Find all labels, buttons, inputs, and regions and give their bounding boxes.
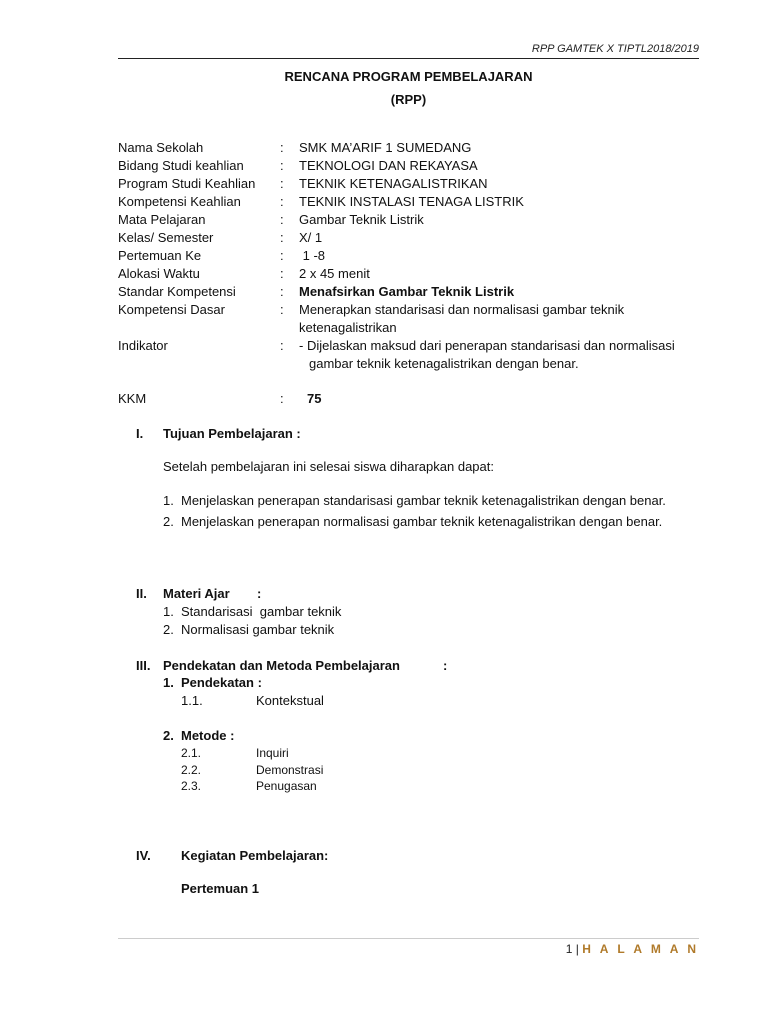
info-value: X/ 1 [299,230,323,245]
info-row [118,301,708,337]
list-number: 2. [163,514,174,529]
info-colon: : [280,230,284,245]
kkm-label: KKM [118,391,147,406]
footer-label: H A L A M A N [582,942,699,956]
info-value: SMK MA’ARIF 1 SUMEDANG [299,140,472,155]
list-item [163,490,699,511]
list-number: 1. [163,493,174,508]
subsection-item-text: Penugasan [256,779,317,793]
info-value-line: - Dijelaskan maksud dari penerapan standarisasi dan normalisasi [299,338,675,353]
section-number: II. [136,586,147,601]
info-colon: : [280,391,284,406]
info-label: Standar Kompetensi [118,284,236,299]
info-value: TEKNIK KETENAGALISTRIKAN [299,176,488,191]
subsection-item-text: Demonstrasi [256,763,324,777]
section-title: Tujuan Pembelajaran : [163,426,301,441]
info-row [118,283,708,301]
info-value: TEKNOLOGI DAN REKAYASA [299,158,478,173]
info-value-line: ketenagalistrikan [299,320,397,335]
section-title: Kegiatan Pembelajaran: [181,848,329,863]
info-label: Mata Pelajaran [118,212,206,227]
objectives-list [163,490,699,532]
section-title: Pendekatan dan Metoda Pembelajaran [163,658,400,673]
list-item [163,621,341,639]
list-text: Menjelaskan penerapan standarisasi gambar teknik ketenagalistrikan dengan benar. [181,493,666,508]
info-colon: : [280,194,284,209]
list-text: Normalisasi gambar teknik [181,622,335,637]
info-row [118,229,708,247]
list-text: Menjelaskan penerapan normalisasi gambar teknik ketenagalistrikan dengan benar. [181,514,663,529]
section-number: IV. [136,848,151,863]
info-value: 2 x 45 menit [299,266,370,281]
kkm-value: 75 [307,391,322,406]
list-text: Standarisasi gambar teknik [181,604,342,619]
info-row [118,193,708,211]
info-colon: : [280,248,284,263]
identity-table [118,139,708,408]
list-number: 1. [163,604,174,619]
subsection-number: 2. [163,728,174,743]
subsection-title: Pendekatan : [181,675,262,690]
info-value: TEKNIK INSTALASI TENAGA LISTRIK [299,194,524,209]
info-label: Program Studi Keahlian [118,176,256,191]
info-value: Gambar Teknik Listrik [299,212,424,227]
subsection-item-text: Inquiri [256,746,289,760]
page-number: 1 [565,942,573,956]
document-subtitle: (RPP) [390,92,427,107]
list-number: 2. [163,622,174,637]
info-row [118,157,708,175]
info-row [118,139,708,157]
info-row [118,337,708,373]
section-number: III. [136,658,151,673]
info-row [118,211,708,229]
section-colon: : [257,586,262,601]
info-colon: : [280,176,284,191]
subsection-title: Metode : [181,728,235,743]
page-footer [566,942,699,956]
document-title: RENCANA PROGRAM PEMBELAJARAN [284,69,533,84]
info-colon: : [280,284,284,299]
section-title: Materi Ajar [163,586,230,601]
materi-list [163,603,341,639]
info-label: Bidang Studi keahlian [118,158,244,173]
info-value: 1 -8 [299,248,326,263]
info-value [299,337,708,373]
info-label: Alokasi Waktu [118,266,200,281]
info-colon: : [280,338,284,353]
list-item [163,511,699,532]
info-colon: : [280,266,284,281]
section-colon: : [443,658,448,673]
info-label: Kelas/ Semester [118,230,214,245]
subsection-item-text: Kontekstual [256,693,324,708]
info-value [299,301,708,337]
footer-separator: | [575,942,579,956]
header-divider [118,58,699,59]
info-label: Pertemuan Ke [118,248,202,263]
subsection-item-number: 2.2. [181,763,202,777]
info-row [118,265,708,283]
info-value: Menafsirkan Gambar Teknik Listrik [299,284,515,299]
subsection-title: Pertemuan 1 [181,881,260,896]
info-label: Nama Sekolah [118,140,204,155]
info-row [118,247,708,265]
info-label: Kompetensi Dasar [118,302,225,317]
subsection-item-number: 1.1. [181,693,203,708]
kkm-row [118,390,708,408]
info-label: Kompetensi Keahlian [118,194,241,209]
footer-divider [118,938,699,939]
info-colon: : [280,212,284,227]
section-number: I. [136,426,144,441]
info-value-line: gambar teknik ketenagalistrikan dengan benar. [309,356,579,371]
subsection-item-number: 2.1. [181,746,202,760]
info-label: Indikator [118,338,168,353]
section-intro: Setelah pembelajaran ini selesai siswa diharapkan dapat: [163,459,494,474]
info-value-line: Menerapkan standarisasi dan normalisasi gambar teknik [299,302,625,317]
list-item [163,603,341,621]
page-header: RPP GAMTEK X TIPTL2018/2019 [531,43,699,55]
info-colon: : [280,158,284,173]
subsection-item-number: 2.3. [181,779,202,793]
info-row [118,175,708,193]
info-colon: : [280,140,284,155]
info-colon: : [280,302,284,317]
subsection-number: 1. [163,675,174,690]
